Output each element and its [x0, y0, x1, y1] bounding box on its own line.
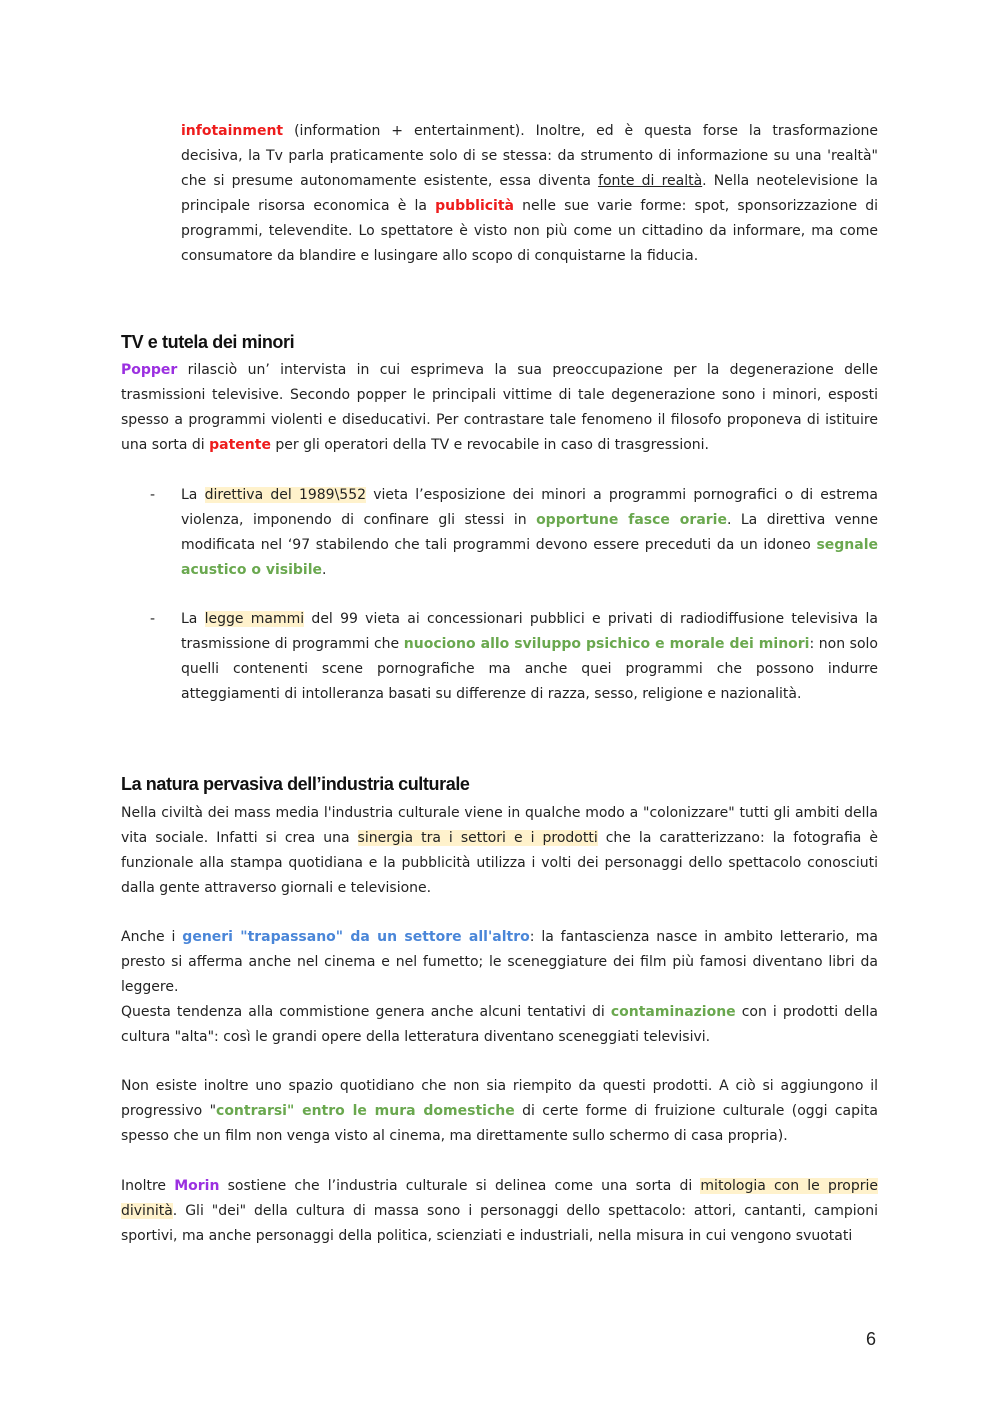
paragraph-sinergia: Nella civiltà dei mass media l'industria culturale viene in qualche modo a "colonizzare" tutti gli ambiti della vita sociale. Infatti si crea una sinergia tra i settori e i prodotti che la caratterizzano: la fotografia è funzionale alla stampa quotidiana e la pubblicità utilizza i volti dei personaggi dello spettacolo conosciuti dalla gente attraverso giornali e televisione. — [121, 805, 878, 896]
bullet-item-legge-mammi: La legge mammi del 99 vieta ai concessionari pubblici e privati di radiodiffusione televisiva la trasmissione di programmi che nuociono allo sviluppo psichico e morale dei minori: non solo quelli contenenti scene pornografiche ma anche quei programmi che possono indurre atteggiamenti di intolleranza basati su differenze di razza, sesso, religione e nazionalità. — [181, 611, 878, 702]
keyword-infotainment: infotainment — [181, 123, 284, 139]
keyword-pubblicita: pubblicità — [435, 198, 514, 214]
highlight-mitologia: mitologia con le proprie divinità — [121, 1178, 878, 1219]
bullet-item-direttiva: La direttiva del 1989\552 vieta l’esposizione dei minori a programmi pornografici o di estrema violenza, imponendo di confinare gli stessi in opportune fasce orarie. La direttiva venne modificata nel ‘97 stabilendo che tali programmi devono essere preceduti da un idoneo segnale acustico o visibile. — [181, 487, 879, 578]
paragraph-morin: Inoltre Morin sostiene che l’industria culturale si delinea come una sorta di mitologia con le proprie divinità. Gli "dei" della cultura di massa sono i personaggi dello spettacolo: attori, cantanti, campioni sportivi, ma anche personaggi della politica, scienziati e industriali, nella misura in cui vengono svuotati — [121, 1178, 878, 1244]
section-heading-tv-minori: TV e tutela dei minori — [121, 332, 295, 352]
keyword-sviluppo-minori: nuociono allo sviluppo psichico e morale dei minori — [403, 636, 810, 652]
keyword-fasce-orarie: opportune fasce orarie — [536, 512, 727, 528]
paragraph-contaminazione: Questa tendenza alla commistione genera anche alcuni tentativi di contaminazione con i prodotti della cultura "alta": così le grandi opere della letteratura diventano sceneggiati televisivi. — [121, 1004, 878, 1045]
highlight-direttiva: direttiva del 1989\552 — [204, 487, 367, 503]
bullet-dash: - — [150, 611, 156, 627]
underlined-term: fonte di realtà — [598, 173, 703, 189]
keyword-contrarsi: contrarsi" entro le mura domestiche — [216, 1103, 515, 1119]
highlight-sinergia: sinergia tra i settori e i prodotti — [357, 830, 598, 846]
keyword-patente: patente — [209, 437, 271, 453]
keyword-segnale: segnale acustico o visibile — [181, 537, 878, 578]
keyword-morin: Morin — [174, 1178, 220, 1194]
bullet-dash: - — [150, 487, 156, 503]
keyword-popper: Popper — [121, 362, 178, 378]
section-heading-industria-culturale: La natura pervasiva dell’industria culturale — [121, 774, 470, 794]
page-number: 6 — [866, 1329, 877, 1349]
paragraph-spazio-quotidiano: Non esiste inoltre uno spazio quotidiano che non sia riempito da questi prodotti. A ciò si aggiungono il progressivo "contrarsi" entro le mura domestiche di certe forme di fruizione culturale (oggi capita spesso che un film non venga visto al cinema, ma direttamente sullo schermo di casa propria). — [121, 1078, 878, 1144]
paragraph-generi: Anche i generi "trapassano" da un settore all'altro: la fantascienza nasce in ambito letterario, ma presto si afferma anche nel cinema e nel fumetto; le sceneggiature dei film più famosi diventano libri da leggere. — [121, 929, 878, 995]
highlight-legge-mammi: legge mammi — [204, 611, 305, 627]
keyword-generi: generi "trapassano" da un settore all'altro — [182, 929, 530, 945]
paragraph-infotainment: infotainment (information + entertainment). Inoltre, ed è questa forse la trasformazione decisiva, la Tv parla praticamente solo di se stessa: da strumento di informazione su una 'realtà" che si presume autonomamente esistente, essa diventa fonte di realtà. Nella neotelevisione la principale risorsa economica è la pubblicità nelle sue varie forme: spot, sponsorizzazione di programmi, televendite. Lo spettatore è visto non più come un cittadino da informare, ma come consumatore da blandire e lusingare allo scopo di conquistarne la fiducia. — [181, 123, 879, 264]
paragraph-popper: Popper rilasciò un’ intervista in cui esprimeva la sua preoccupazione per la degenerazione delle trasmissioni televisive. Secondo popper le principali vittime di tale degenerazione sono i minori, esposti spesso a programmi violenti e diseducativi. Per contrastare tale fenomeno il filosofo proponeva di istituire una sorta di patente per gli operatori della TV e revocabile in caso di trasgressioni. — [121, 362, 878, 453]
keyword-contaminazione: contaminazione — [610, 1004, 736, 1020]
